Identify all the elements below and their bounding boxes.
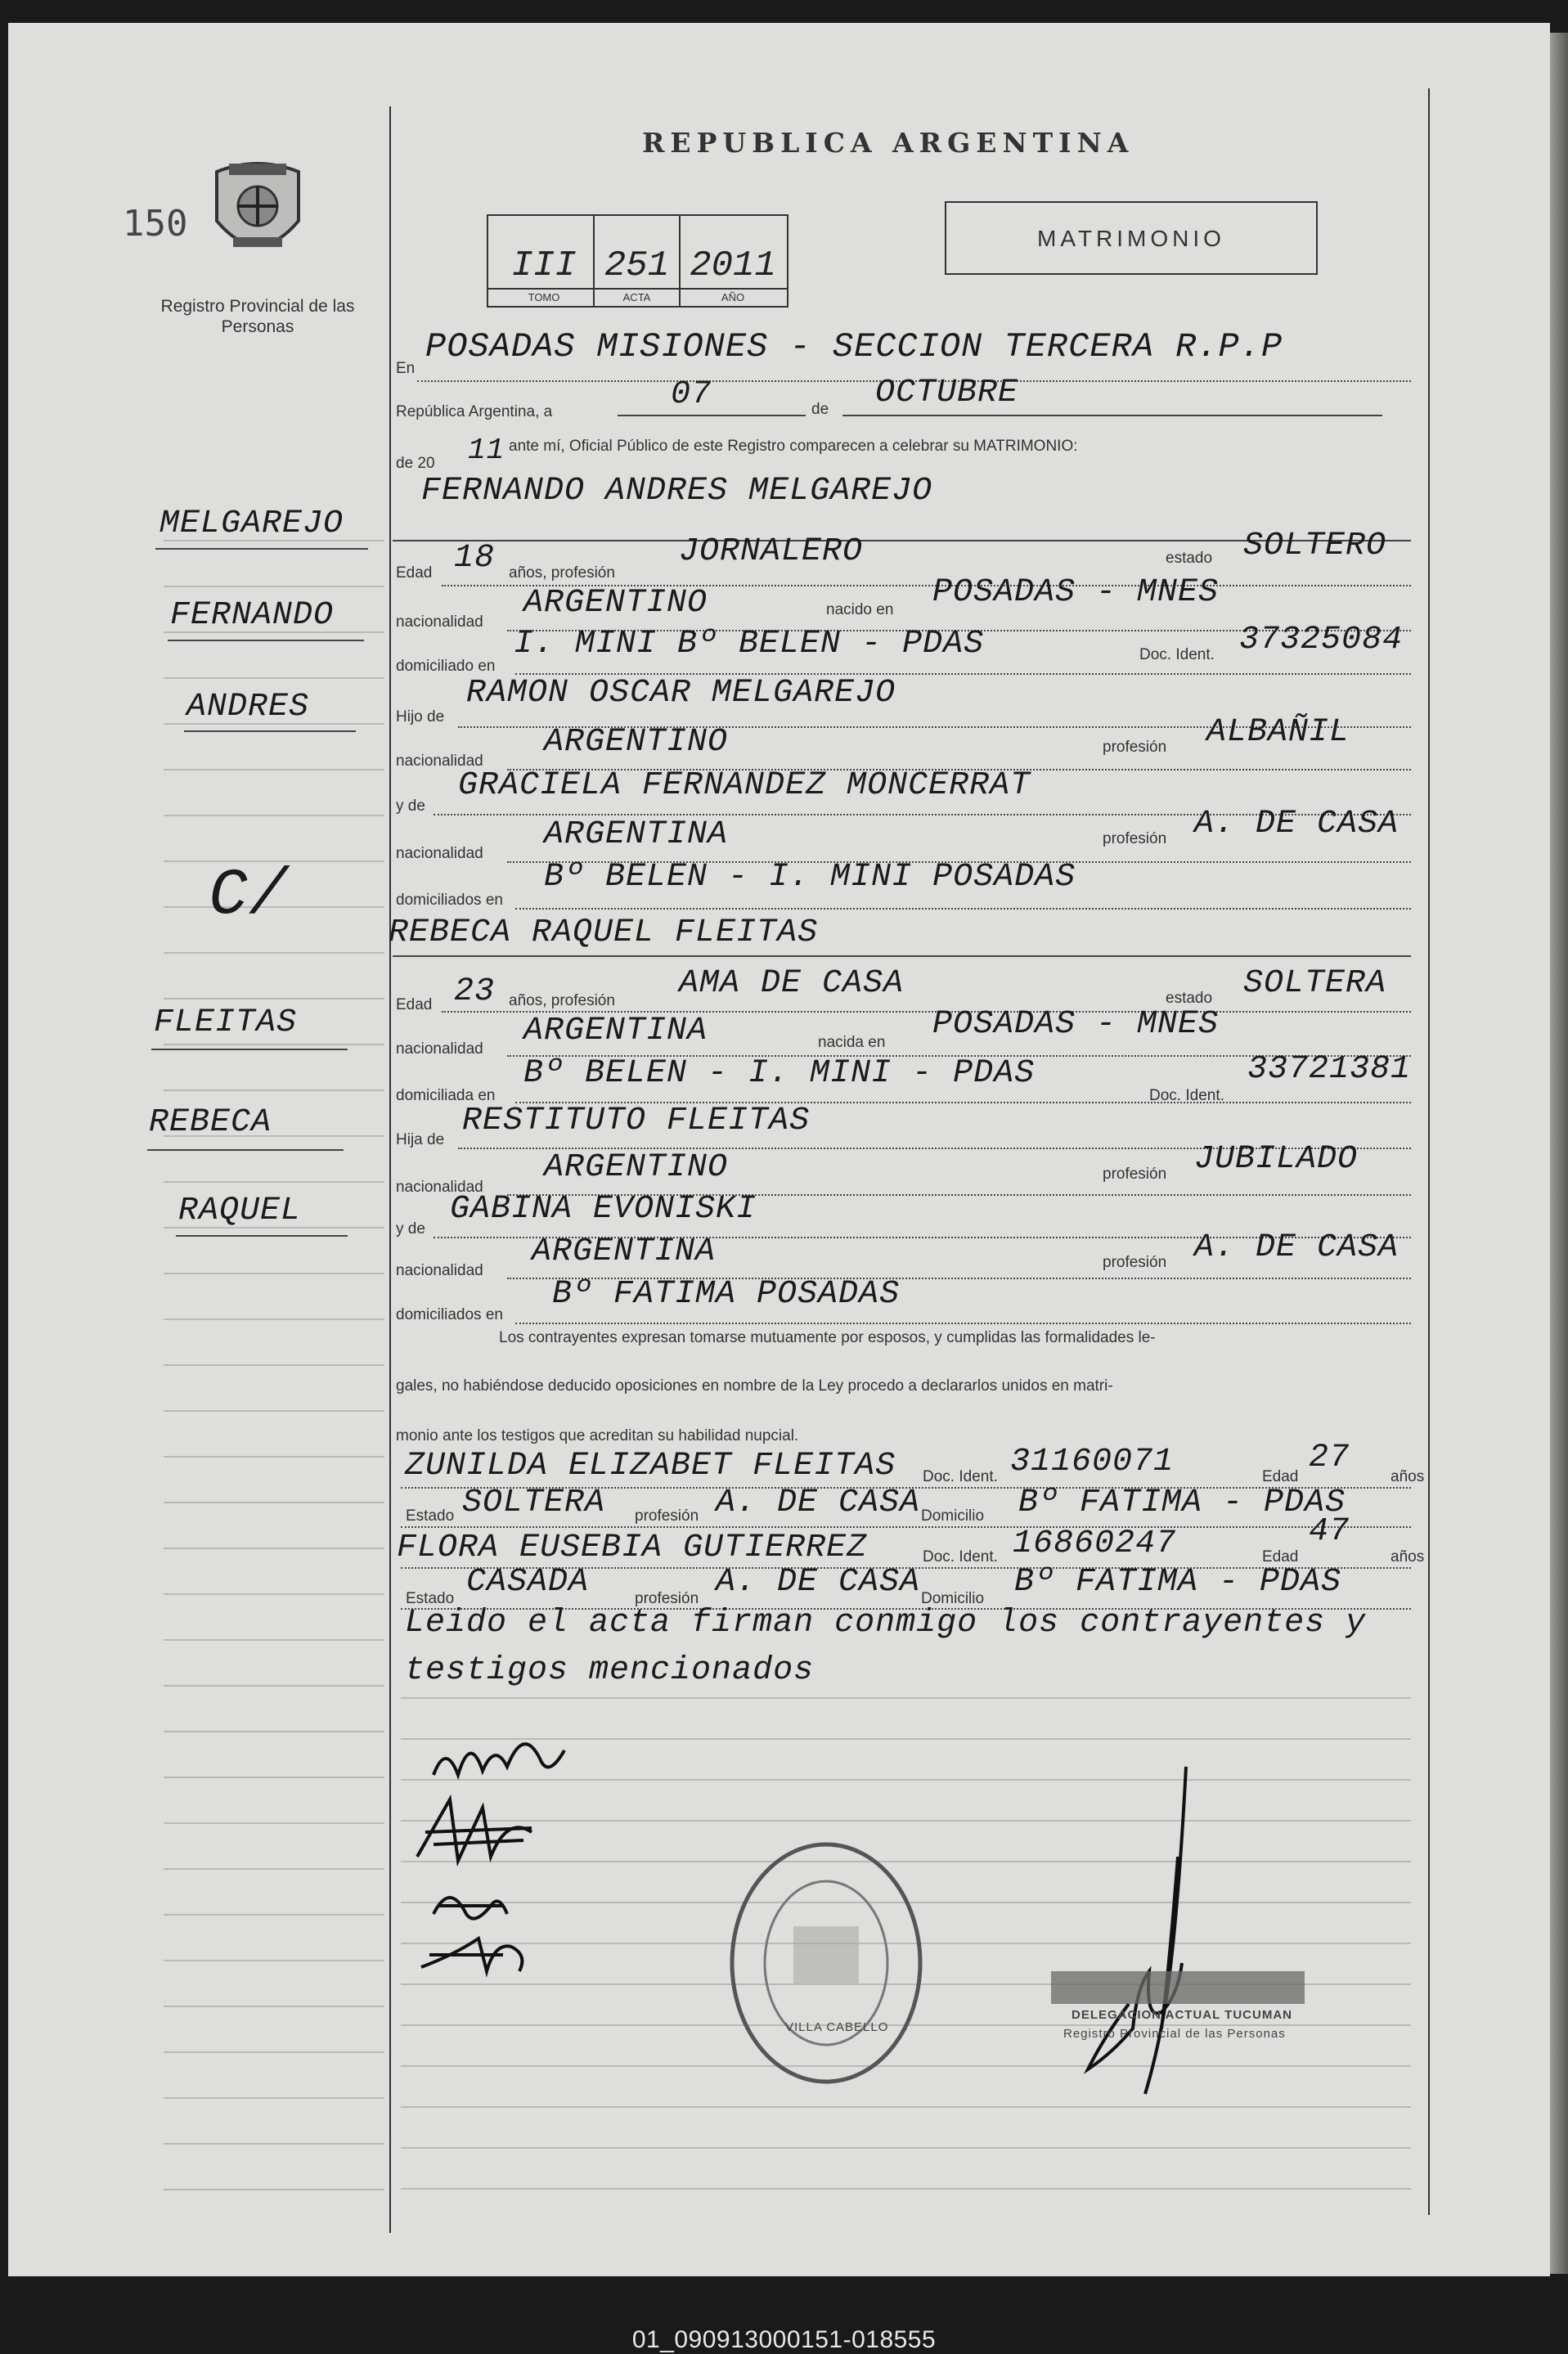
margin-ruled-line [164, 1731, 384, 1732]
right-frame-rule [1428, 88, 1430, 2215]
tomo-label: TOMO [528, 291, 560, 303]
ano-value: 2011 [690, 245, 776, 286]
margin-bride-name1: REBECA [149, 1104, 272, 1141]
year-prefix: de 20 [396, 455, 435, 472]
body-ruled-line [401, 2188, 1411, 2190]
margin-groom-surname: MELGAREJO [159, 505, 344, 542]
year-suffix: 11 [468, 434, 505, 467]
margin-ruled-line [164, 1364, 384, 1366]
bride-madre-nac-label: nacionalidad [396, 1262, 483, 1279]
statement-line-3: monio ante los testigos que acreditan su habilidad nupcial. [396, 1427, 799, 1444]
margin-ruled-line [164, 1868, 384, 1870]
groom-madre-prof-label: profesión [1103, 830, 1167, 847]
witness1-estado-label: Estado [406, 1507, 455, 1525]
bride-padre-nac-label: nacionalidad [396, 1179, 483, 1196]
bride-doc-label: Doc. Ident. [1149, 1087, 1224, 1104]
groom-full-name: FERNANDO ANDRES MELGAREJO [421, 473, 933, 510]
margin-groom-name2: ANDRES [186, 689, 310, 726]
bride-doc: 33721381 [1247, 1051, 1412, 1088]
groom-padre-nac-label: nacionalidad [396, 752, 483, 770]
witness1-profesion: A. DE CASA [716, 1485, 921, 1521]
bride-domicilio: Bº BELEN - I. MINI - PDAS [523, 1055, 1036, 1092]
groom-nac-label: nacionalidad [396, 613, 483, 631]
margin-ruled-line [164, 1777, 384, 1778]
statement-line-2: gales, no habiéndose deducido oposiciones en nombre de la Ley procedo a declararlos unidos en matri- [396, 1377, 1113, 1395]
signature-oficial [1055, 1759, 1219, 2102]
tomo-value: III [511, 245, 577, 286]
margin-ruled-line [164, 677, 384, 679]
circular-stamp-text: VILLA CABELLO [785, 2020, 889, 2034]
bride-nac-label: nacionalidad [396, 1040, 483, 1058]
signature-testigo-2 [413, 1922, 536, 1979]
bride-padres-dom-label: domiciliados en [396, 1306, 503, 1323]
margin-ruled-line [164, 1410, 384, 1412]
groom-edad-label: Edad [396, 564, 433, 582]
groom-profesion: JORNALERO [679, 533, 864, 570]
margin-ruled-line [164, 1593, 384, 1595]
witness2-anos-label: años [1391, 1548, 1425, 1566]
day-value: 07 [671, 376, 712, 413]
place-value: POSADAS MISIONES - SECCION TERCERA R.P.P [425, 327, 1283, 366]
witness1-doc-label: Doc. Ident. [923, 1468, 998, 1485]
margin-ruled-line [164, 1548, 384, 1549]
body-ruled-line [401, 2106, 1411, 2108]
witness2-estado-label: Estado [406, 1590, 455, 1607]
margin-ruled-line [164, 1822, 384, 1824]
province-seal-icon [209, 155, 307, 270]
bride-madre-nac: ARGENTINA [532, 1233, 717, 1270]
margin-ruled-line [164, 2097, 384, 2099]
margin-ruled-line [164, 586, 384, 587]
body-ruled-line [401, 1697, 1411, 1699]
bride-padres-dom: Bº FATIMA POSADAS [552, 1276, 901, 1313]
bride-madre-prof-label: profesión [1103, 1254, 1167, 1271]
bride-madre: GABINA EVONISKI [450, 1191, 757, 1228]
margin-ruled-line [164, 2189, 384, 2190]
ano-label: AÑO [721, 291, 745, 303]
margin-con: C/ [209, 859, 290, 933]
bride-estado-label: estado [1166, 990, 1213, 1007]
bride-padre-nac: ARGENTINO [544, 1149, 729, 1186]
witness1-doc: 31160071 [1010, 1444, 1175, 1480]
official-stamp-line-1: DELEGACION ACTUAL TUCUMAN [1072, 2008, 1292, 2022]
margin-ruled-line [164, 1089, 384, 1091]
margin-ruled-line [164, 998, 384, 1000]
scan-file-label: 01_090913000151-018555 [631, 2326, 937, 2353]
witness1-edad-label: Edad [1262, 1468, 1299, 1485]
registry-label: Registro Provincial de las Personas [160, 297, 355, 336]
margin-ruled-line [164, 1685, 384, 1687]
acta-label: ACTA [622, 291, 651, 303]
witness1-prof-label: profesión [635, 1507, 699, 1525]
margin-bride-surname: FLEITAS [154, 1004, 298, 1041]
bride-hija-label: Hija de [396, 1131, 445, 1148]
margin-ruled-line [164, 2143, 384, 2145]
witness2-profesion: A. DE CASA [716, 1564, 921, 1601]
month-value: OCTUBRE [875, 375, 1019, 411]
witness1-estado: SOLTERA [462, 1485, 606, 1521]
groom-profesion-label: años, profesión [509, 564, 615, 582]
witness1-edad: 27 [1309, 1440, 1350, 1476]
groom-madre: GRACIELA FERNANDEZ MONCERRAT [458, 767, 1031, 804]
groom-hijo-label: Hijo de [396, 708, 445, 726]
page-number: 150 [123, 203, 188, 245]
witness1-anos-label: años [1391, 1468, 1425, 1485]
witness2-estado: CASADA [466, 1564, 590, 1601]
official-stamp-line-2: Registro Provincial de las Personas [1063, 2027, 1286, 2041]
en-label: En [396, 360, 416, 377]
margin-ruled-line [164, 1960, 384, 1961]
groom-nacido-label: nacido en [826, 601, 894, 618]
margin-ruled-line [164, 1319, 384, 1320]
circular-stamp-icon [724, 1836, 928, 2090]
witness2-domicilio: Bº FATIMA - PDAS [1014, 1564, 1342, 1601]
bride-nacida-en: POSADAS - MNES [932, 1006, 1220, 1043]
groom-domicilio: I. MINI Bº BELEN - PDAS [514, 626, 985, 663]
bride-nacida-label: nacida en [818, 1034, 886, 1051]
bride-padre-prof-label: profesión [1103, 1166, 1167, 1183]
bride-padre: RESTITUTO FLEITAS [462, 1103, 811, 1139]
bride-madre-prof: A. DE CASA [1194, 1229, 1400, 1266]
groom-edad: 18 [454, 540, 496, 577]
republica-label: República Argentina, a [396, 403, 553, 420]
margin-ruled-line [164, 1181, 384, 1183]
margin-bride-name2: RAQUEL [178, 1193, 302, 1229]
witness2-doc: 16860247 [1013, 1525, 1177, 1562]
groom-madre-prof: A. DE CASA [1194, 806, 1400, 842]
margin-ruled-line [164, 2051, 384, 2053]
body-ruled-line [401, 1820, 1411, 1822]
groom-nacido-en: POSADAS - MNES [932, 574, 1220, 611]
margin-ruled-line [164, 769, 384, 770]
witness1-dom-label: Domicilio [921, 1507, 985, 1525]
acta-value: 251 [604, 245, 670, 286]
bride-profesion: AMA DE CASA [679, 965, 905, 1002]
country-heading: REPUBLICA ARGENTINA [642, 127, 1134, 159]
body-ruled-line [401, 2147, 1411, 2149]
witness1-domicilio: Bº FATIMA - PDAS [1018, 1485, 1346, 1521]
margin-groom-name1: FERNANDO [170, 597, 335, 634]
margin-ruled-line [164, 1456, 384, 1458]
groom-madre-nac-label: nacionalidad [396, 845, 483, 862]
margin-ruled-line [164, 1273, 384, 1274]
bride-nacionalidad: ARGENTINA [523, 1013, 708, 1049]
groom-dom-label: domiciliado en [396, 658, 496, 675]
official-stamp-block [1051, 1971, 1305, 2004]
statement-line-1: Los contrayentes expresan tomarse mutuamente por esposos, y cumplidas las formalidades le- [499, 1329, 1156, 1346]
groom-madre-nac: ARGENTINA [544, 816, 729, 853]
groom-padre-prof: ALBAÑIL [1206, 714, 1350, 751]
witness1-name: ZUNILDA ELIZABET FLEITAS [405, 1448, 896, 1485]
page-edge [1550, 33, 1568, 2274]
groom-yde-label: y de [396, 797, 425, 815]
bride-padre-prof: JUBILADO [1194, 1141, 1359, 1178]
witness2-prof-label: profesión [635, 1590, 699, 1607]
margin-ruled-line [164, 952, 384, 954]
bride-yde-label: y de [396, 1220, 425, 1238]
groom-padre-nac: ARGENTINO [544, 724, 729, 761]
declaration-text: ante mí, Oficial Público de este Registro comparecen a celebrar su MATRIMONIO: [509, 438, 1078, 455]
groom-doc: 37325084 [1239, 622, 1404, 658]
bride-edad-label: Edad [396, 996, 433, 1013]
signature-contrayente-2 [409, 1783, 548, 1873]
groom-padre: RAMON OSCAR MELGAREJO [466, 675, 896, 712]
margin-ruled-line [164, 2006, 384, 2007]
de-label: de [811, 401, 829, 418]
closing-line-1: Leido el acta firman conmigo los contrayentes y [405, 1605, 1367, 1642]
closing-line-2: testigos mencionados [405, 1652, 815, 1689]
witness2-dom-label: Domicilio [921, 1590, 985, 1607]
groom-padres-dom-label: domiciliados en [396, 892, 503, 909]
bride-dom-label: domiciliada en [396, 1087, 496, 1104]
margin-ruled-line [164, 1914, 384, 1916]
groom-estado: SOLTERO [1243, 528, 1387, 564]
groom-nacionalidad: ARGENTINO [523, 585, 708, 622]
margin-ruled-line [164, 815, 384, 816]
groom-padres-dom: Bº BELEN - I. MINI POSADAS [544, 859, 1076, 896]
witness2-doc-label: Doc. Ident. [923, 1548, 998, 1566]
groom-doc-label: Doc. Ident. [1139, 646, 1215, 663]
record-type: MATRIMONIO [1037, 226, 1225, 251]
margin-ruled-line [164, 1502, 384, 1503]
groom-estado-label: estado [1166, 550, 1213, 567]
bride-edad: 23 [454, 973, 496, 1010]
margin-ruled-line [164, 1639, 384, 1641]
groom-padre-prof-label: profesión [1103, 739, 1167, 756]
witness2-name: FLORA EUSEBIA GUTIERREZ [397, 1530, 868, 1566]
witness2-edad: 47 [1309, 1513, 1350, 1550]
margin-ruled-line [164, 1044, 384, 1045]
bride-estado: SOLTERA [1243, 965, 1387, 1002]
bride-profesion-label: años, profesión [509, 992, 615, 1009]
margin-rule [389, 106, 391, 2233]
witness2-edad-label: Edad [1262, 1548, 1299, 1566]
bride-full-name: REBECA RAQUEL FLEITAS [389, 914, 819, 951]
